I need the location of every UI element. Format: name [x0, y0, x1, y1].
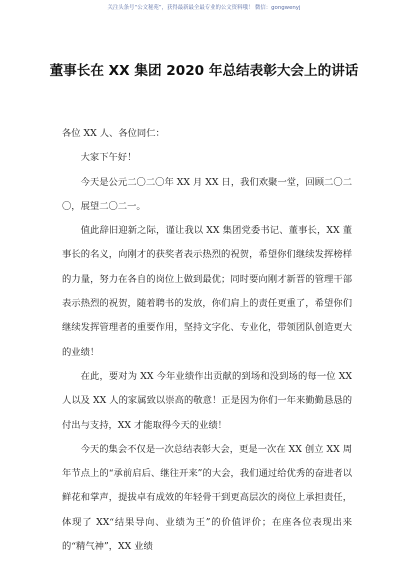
- body-paragraph: 值此辞旧迎新之际，谨让我以 XX 集团党委书记、董事长，XX 董事长的名义，向刚才的获奖者表示热烈的祝贺，希望你们继续发挥榜样的力量，努力在各自的岗位上做到最优；同时要向刚才新晋的管理干部表示热烈的祝贺，随着聘书的发放，你们肩上的责任更重了，希望你们继续发挥管理者的重要作用，坚持文字化、专业化，带领团队创造更大的业绩！: [62, 225, 352, 358]
- body-paragraph: 今天是公元二〇二〇年 XX 月 XX 日，我们欢聚一堂，回顾二〇二〇，展望二〇二一。: [62, 176, 352, 212]
- document-title: 董事长在 XX 集团 2020 年总结表彰大会上的讲话: [49, 63, 359, 79]
- salutation-paragraph: 各位 XX 人、各位同仁：: [62, 128, 165, 139]
- document-body: [62, 122, 352, 559]
- body-paragraph: 在此，要对为 XX 今年业绩作出贡献的到场和没到场的每一位 XX 人以及 XX 人的家属致以崇高的敬意！正是因为你们一年来勤勤恳恳的付出与支持，XX 才能取得今天的业绩！: [62, 370, 352, 431]
- greeting-paragraph: 大家下午好！: [80, 152, 137, 164]
- body-paragraph: 今天的集会不仅是一次总结表彰大会，更是一次在 XX 创立 XX 周年节点上的“承前启后、继往开来”的大会，我们通过给优秀的奋进者以鲜花和掌声，提拔卓有成效的年轻骨干到更高层次的岗位上承担责任，体现了 XX“结果导向、业绩为王”的价值评价；在座各位表现出来的“精气神”，XX 业绩: [62, 443, 352, 553]
- header-banner: 关注头条号“公文秘苑”，获得最新最全最专业的公文资料哦！ 微信：gongwenyj: [107, 5, 301, 11]
